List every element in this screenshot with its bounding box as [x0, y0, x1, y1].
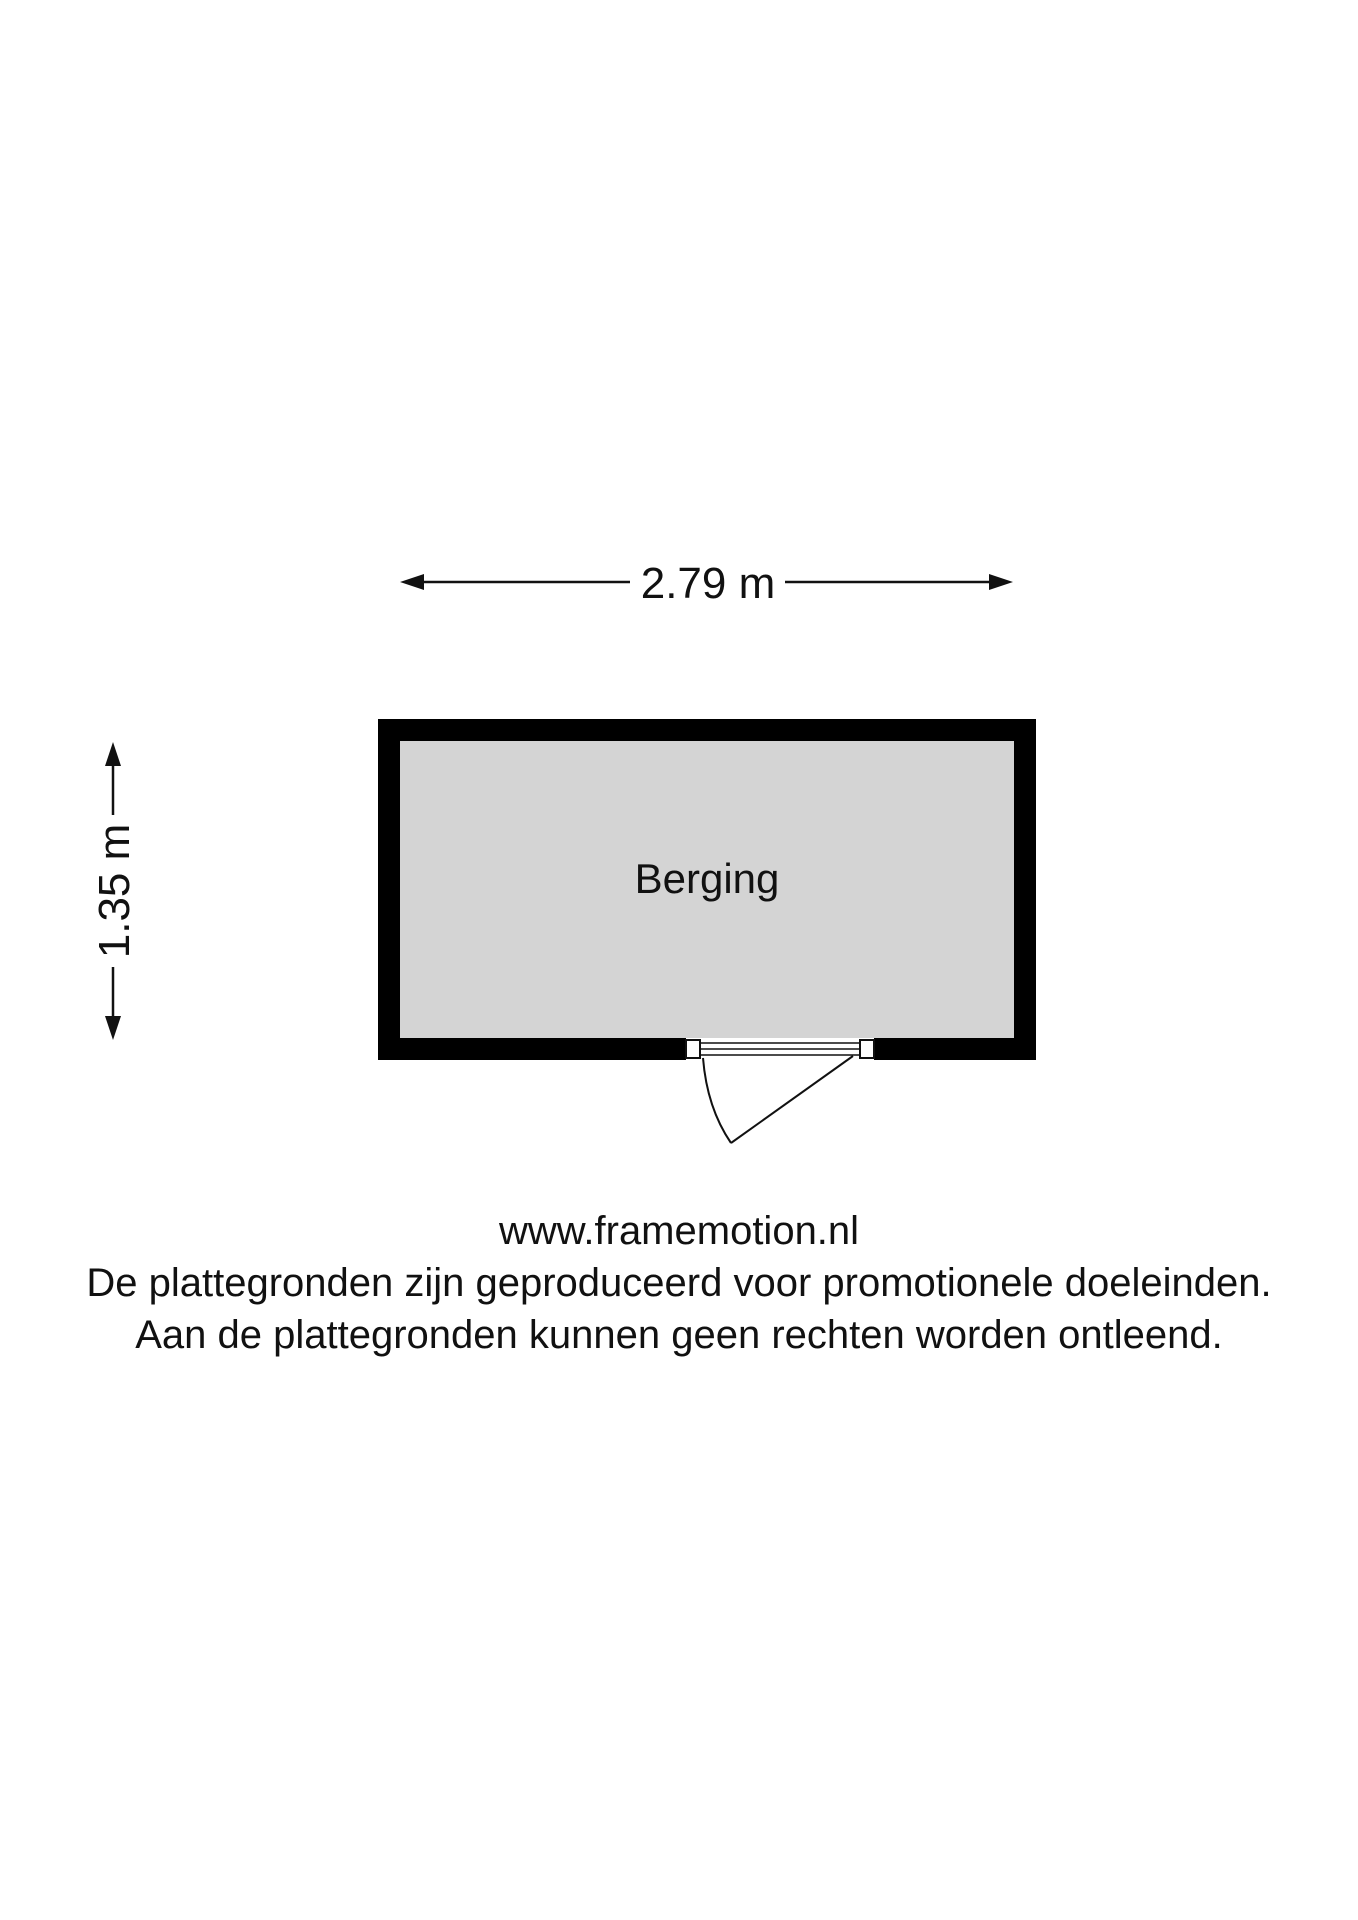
width-dimension [400, 559, 1013, 608]
arrow-down-icon [105, 1016, 121, 1040]
door-jamb-right [860, 1040, 874, 1058]
footer-text [0, 1205, 1358, 1361]
arrow-right-icon [989, 574, 1013, 590]
door-jamb-left [686, 1040, 700, 1058]
arrow-left-icon [400, 574, 424, 590]
disclaimer-line-1: De plattegronden zijn geproduceerd voor promotionele doeleinden. [86, 1261, 1272, 1305]
height-label: 1.35 m [90, 823, 139, 959]
arrow-up-icon [105, 742, 121, 766]
door-leaf [731, 1056, 853, 1143]
website-url: www.framemotion.nl [498, 1209, 860, 1253]
room-name: Berging [634, 855, 780, 902]
width-label: 2.79 m [640, 559, 776, 608]
door-swing-arc [703, 1058, 731, 1143]
room-berging [378, 719, 1036, 1143]
disclaimer-line-2: Aan de plattegronden kunnen geen rechten worden ontleend. [135, 1313, 1223, 1357]
height-dimension [90, 742, 139, 1040]
